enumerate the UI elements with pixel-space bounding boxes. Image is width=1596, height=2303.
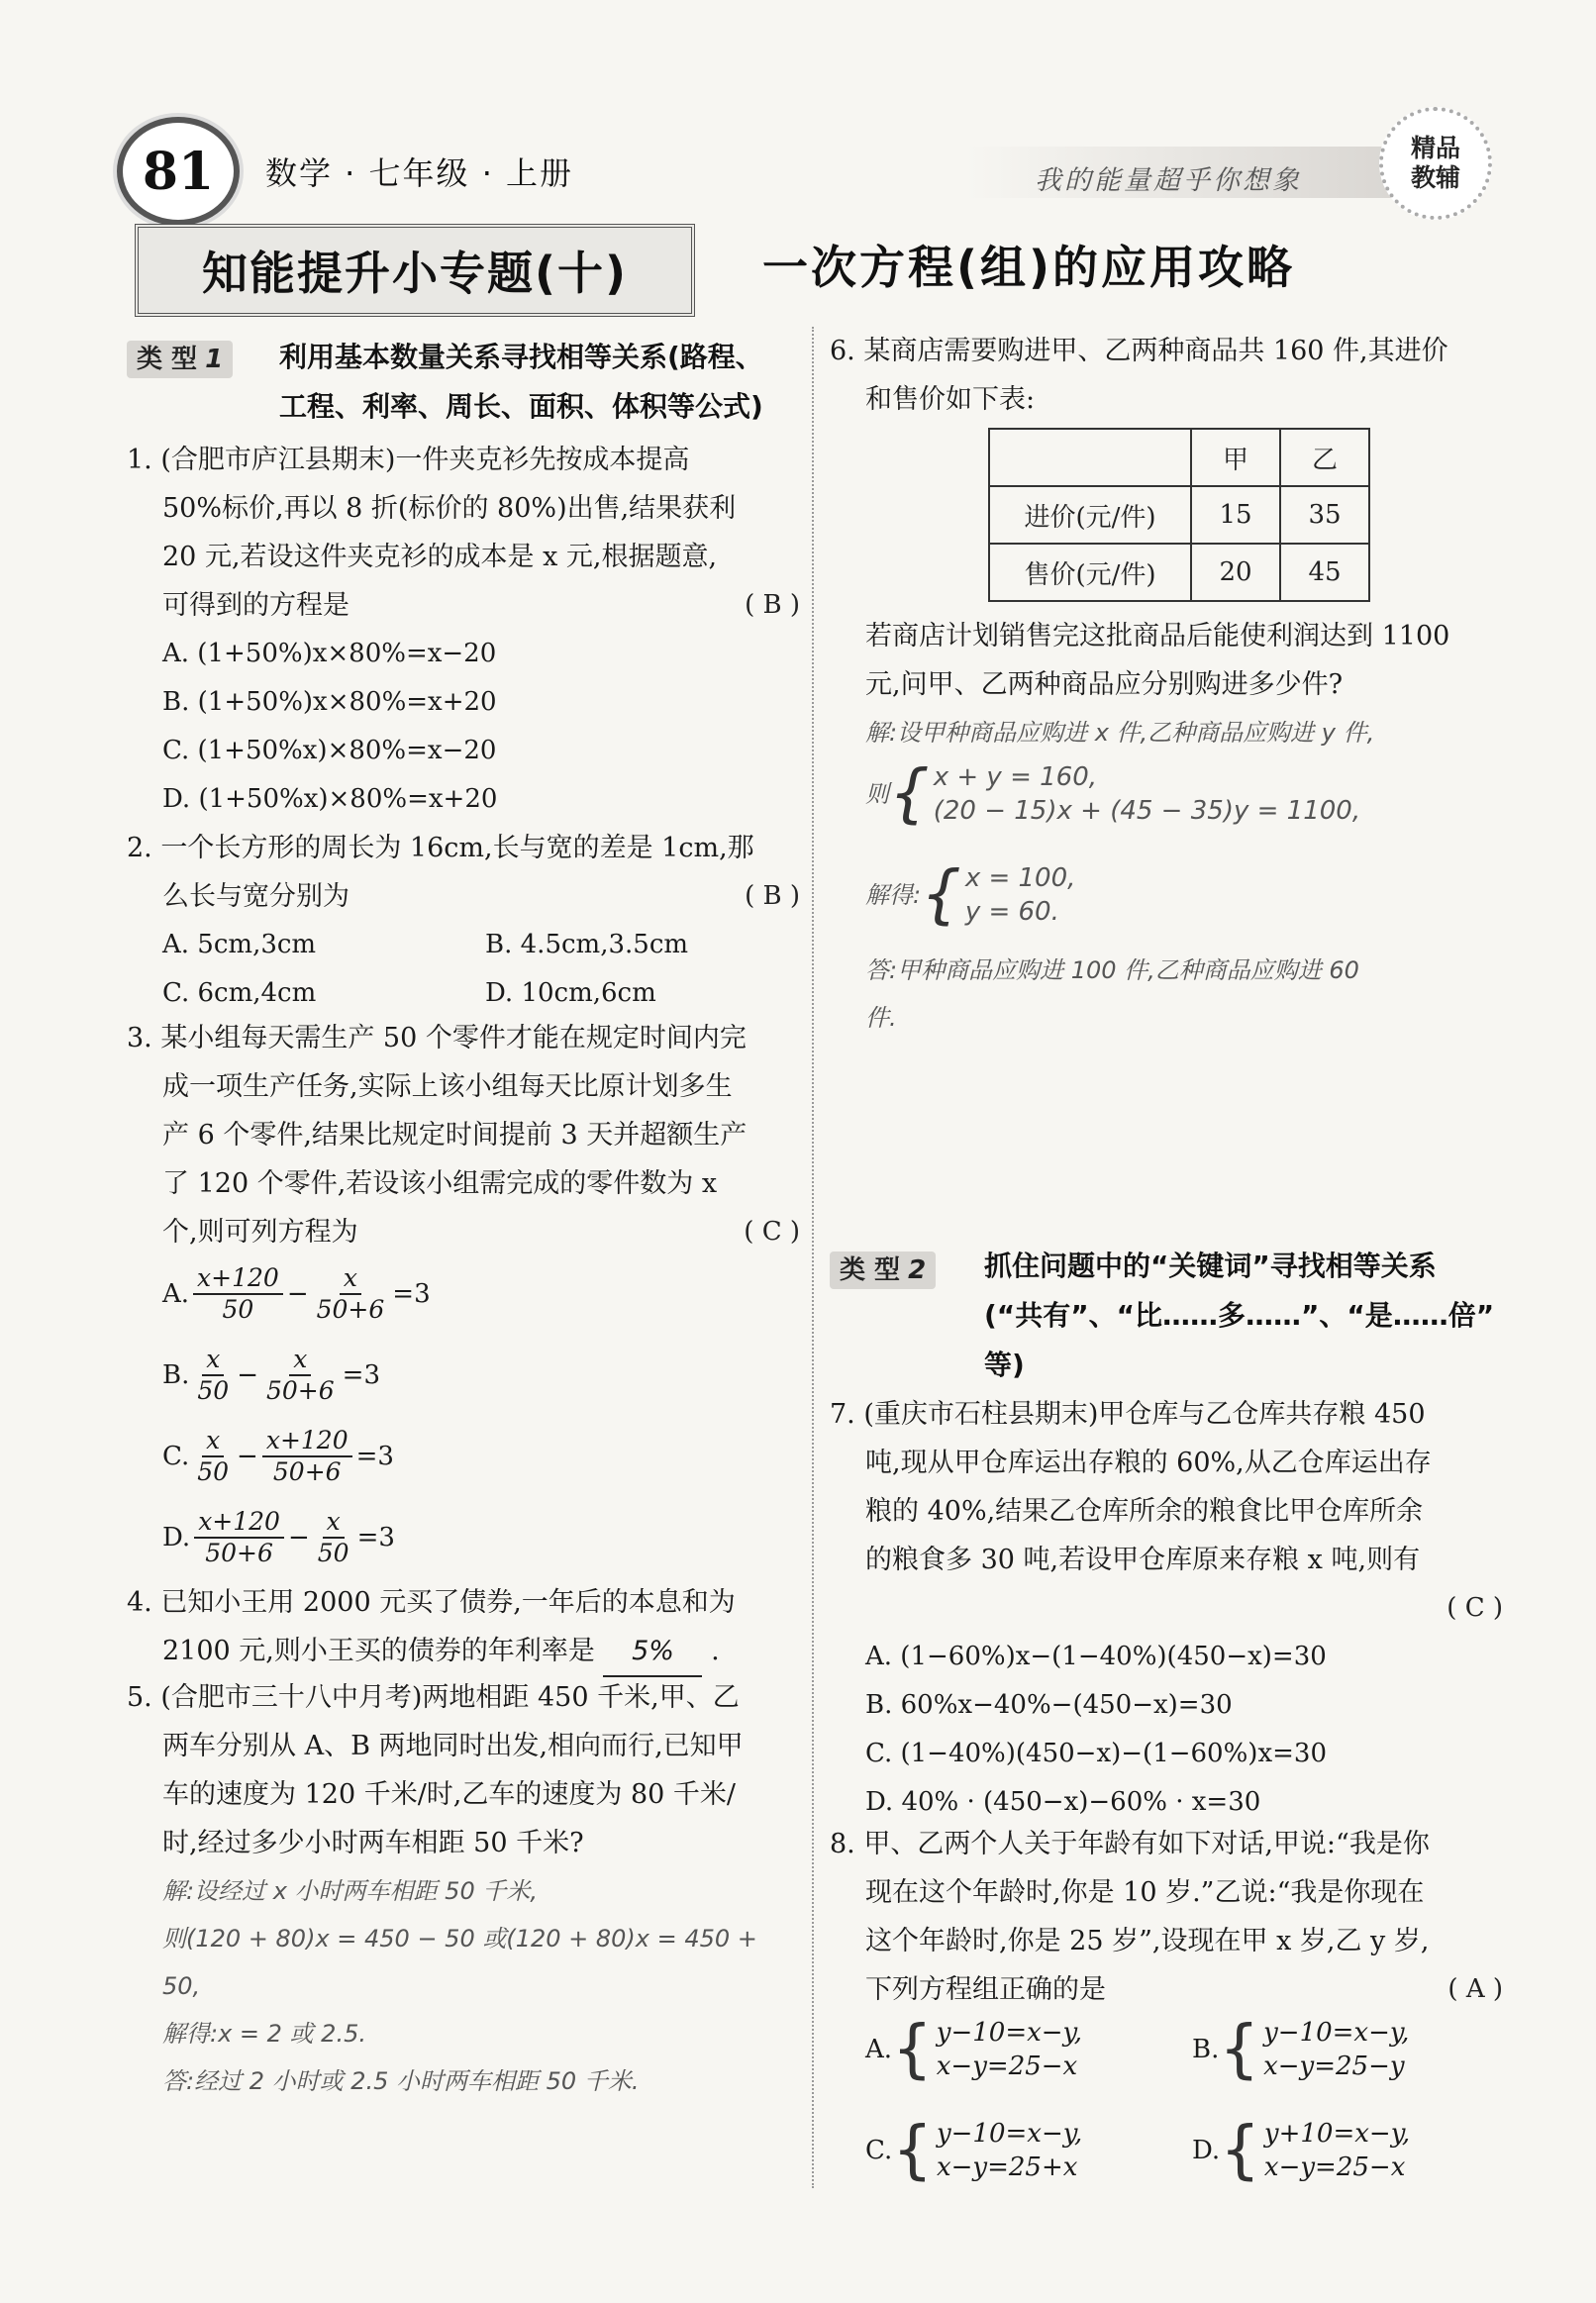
- section-title-box: 知能提升小专题(十): [135, 224, 695, 317]
- q1-answer: ( B ): [745, 590, 800, 620]
- q8-line3: 这个年龄时,你是 25 岁”,设现在甲 x 岁,乙 y 岁,: [865, 1926, 1430, 1956]
- q6-answer-block: [865, 947, 1509, 1042]
- q4-line1: 4. 已知小王用 2000 元买了债券,一年后的本息和为: [127, 1587, 736, 1618]
- q8-d-label: D.: [1192, 2136, 1221, 2165]
- q8-answer: ( A ): [1447, 1974, 1503, 2004]
- q1-line3: 20 元,若设这件夹克衫的成本是 x 元,根据题意,: [162, 542, 718, 572]
- q3-a-num2: x: [340, 1263, 361, 1295]
- q3-a-den2: 50+6: [316, 1295, 385, 1324]
- q2-option-d: D. 10cm,6cm: [485, 978, 656, 1008]
- q3-d-rhs: =3: [356, 1523, 395, 1552]
- q8-option-c: [865, 2114, 1083, 2187]
- table-header-cell: [989, 429, 1191, 486]
- q2-option-c: C. 6cm,4cm: [162, 978, 317, 1008]
- q1-line1: 1. (合肥市庐江县期末)一件夹克衫先按成本提高: [127, 445, 690, 475]
- brace-icon: {: [1219, 2013, 1260, 2086]
- q3-c-den1: 50: [197, 1457, 230, 1486]
- q3-line5: 个,则可列方程为: [162, 1217, 358, 1248]
- section-title: 一次方程(组)的应用攻略: [762, 241, 1296, 294]
- q8-c-label: C.: [865, 2136, 893, 2165]
- q8-c-eq2: x−y=25+x: [936, 2153, 1078, 2182]
- q5-line4: 时,经过多少小时两车相距 50 千米?: [162, 1828, 584, 1858]
- q3-a-op: −: [286, 1279, 309, 1309]
- question-5: [127, 1673, 800, 2105]
- type2-num: 2: [908, 1255, 927, 1285]
- q6-line2: 和售价如下表:: [865, 384, 1036, 415]
- q3-c-label: C.: [162, 1442, 190, 1471]
- question-3: [127, 1014, 800, 1256]
- q3-option-a: [162, 1259, 431, 1329]
- question-1: [127, 436, 800, 824]
- q3-line4: 了 120 个零件,若设该小组需完成的零件数为 x: [162, 1168, 718, 1199]
- type2-title-line2: (“共有”、“比……多……”、“是……倍”: [984, 1299, 1495, 1332]
- q3-d-op: −: [287, 1523, 310, 1552]
- q3-d-label: D.: [162, 1523, 191, 1552]
- q3-a-den1: 50: [222, 1295, 254, 1324]
- q8-line1: 8. 甲、乙两个人关于年龄有如下对话,甲说:“我是你: [830, 1829, 1430, 1859]
- q1-option-b: B. (1+50%)x×80%=x+20: [162, 687, 497, 717]
- q6-sys2-line2: y = 60.: [964, 897, 1059, 927]
- brand-line2: 教辅: [1410, 163, 1460, 192]
- q3-a-label: A.: [162, 1279, 190, 1309]
- q3-c-den2: 50+6: [272, 1457, 342, 1486]
- question-6-cont: [830, 612, 1513, 756]
- q3-b-num1: x: [202, 1345, 224, 1376]
- q5-line3: 车的速度为 120 千米/时,乙车的速度为 80 千米/: [162, 1779, 736, 1810]
- q1-option-a: A. (1+50%)x×80%=x−20: [162, 639, 497, 668]
- price-table: [988, 428, 1370, 602]
- q3-c-num1: x: [202, 1426, 224, 1457]
- q3-c-num2: x+120: [262, 1426, 352, 1457]
- q6-then: 则: [865, 780, 889, 808]
- q6-system-1: [865, 757, 1361, 831]
- q4-answer: 5%: [603, 1627, 702, 1677]
- q3-d-num2: x: [323, 1507, 345, 1539]
- q3-b-den1: 50: [197, 1376, 230, 1405]
- table-header-cell: 乙: [1280, 429, 1369, 486]
- q8-b-label: B.: [1192, 2035, 1220, 2064]
- type1-label: [127, 339, 233, 375]
- table-cell: 进价(元/件): [989, 486, 1191, 544]
- q3-b-num2: x: [289, 1345, 311, 1376]
- q3-a-num1: x+120: [193, 1263, 283, 1295]
- q8-d-eq1: y+10=x−y,: [1263, 2119, 1411, 2149]
- q5-line1: 5. (合肥市三十八中月考)两地相距 450 千米,甲、乙: [127, 1682, 740, 1713]
- q8-option-a: [865, 2013, 1083, 2086]
- q8-a-eq1: y−10=x−y,: [936, 2018, 1083, 2048]
- brace-icon: {: [1220, 2114, 1260, 2187]
- q6-sys2-line1: x = 100,: [964, 863, 1076, 893]
- q3-line3: 产 6 个零件,结果比规定时间提前 3 天并超额生产: [162, 1120, 748, 1151]
- q3-option-c: [162, 1422, 394, 1491]
- type1-num: 1: [205, 345, 224, 374]
- question-2: [127, 824, 800, 1018]
- q7-option-d: D. 40% · (450−x)−60% · x=30: [865, 1787, 1261, 1817]
- table-header-cell: 甲: [1191, 429, 1280, 486]
- q8-a-eq2: x−y=25−x: [936, 2052, 1078, 2081]
- table-header-row: [989, 429, 1369, 486]
- q3-answer: ( C ): [744, 1217, 800, 1247]
- q2-option-a: A. 5cm,3cm: [162, 930, 317, 959]
- q4-line2: 2100 元,则小王买的债券的年利率是: [162, 1636, 595, 1666]
- book-title: 数学 · 七年级 · 上册: [265, 154, 574, 192]
- brand-badge: [1379, 107, 1492, 220]
- q1-line2: 50%标价,再以 8 折(标价的 80%)出售,结果获利: [162, 493, 737, 524]
- q7-line2: 吨,现从甲仓库运出存粮的 60%,从乙仓库运出存: [865, 1448, 1432, 1478]
- question-6: [830, 327, 1513, 424]
- table-row: [989, 544, 1369, 601]
- table-cell: 15: [1191, 486, 1280, 544]
- q6-solution-1: 解:设甲种商品应购进 x 件,乙种商品应购进 y 件,: [865, 719, 1375, 747]
- question-8: [830, 1820, 1503, 2014]
- q6-get: 解得:: [865, 881, 922, 909]
- q3-b-op: −: [237, 1360, 258, 1390]
- q5-solution-3: 50,: [162, 1972, 201, 2000]
- q3-d-den1: 50+6: [205, 1539, 273, 1567]
- q8-c-eq1: y−10=x−y,: [936, 2119, 1083, 2149]
- q2-line1: 2. 一个长方形的周长为 16cm,长与宽的差是 1cm,那: [127, 833, 754, 863]
- q3-d-num1: x+120: [194, 1507, 284, 1539]
- q3-a-rhs: =3: [392, 1279, 431, 1309]
- type2-title-line3: 等): [984, 1349, 1025, 1381]
- q8-b-eq2: x−y=25−y: [1263, 2052, 1405, 2081]
- type1-title-line1: 利用基本数量关系寻找相等关系(路程、: [279, 341, 763, 373]
- q6-solution-3: 答:甲种商品应购进 100 件,乙种商品应购进 60: [865, 956, 1359, 984]
- table-cell: 20: [1191, 544, 1280, 601]
- q3-c-rhs: =3: [355, 1442, 394, 1471]
- type2-tag: 类 型: [840, 1255, 901, 1285]
- type2-title-line1: 抓住问题中的“关键词”寻找相等关系: [984, 1250, 1437, 1282]
- column-divider: [812, 327, 814, 2188]
- q7-option-b: B. 60%x−40%−(450−x)=30: [865, 1690, 1233, 1720]
- question-4: [127, 1578, 800, 1677]
- table-cell: 35: [1280, 486, 1369, 544]
- q8-b-eq1: y−10=x−y,: [1263, 2018, 1410, 2048]
- q2-option-b: B. 4.5cm,3.5cm: [485, 930, 689, 959]
- q8-line4: 下列方程组正确的是: [865, 1974, 1106, 2005]
- q3-option-d: [162, 1503, 395, 1572]
- q1-line4: 可得到的方程是: [162, 590, 349, 621]
- page-number: 81: [117, 117, 240, 226]
- q7-option-c: C. (1−40%)(450−x)−(1−60%)x=30: [865, 1739, 1327, 1768]
- type2-label: [830, 1250, 936, 1286]
- q3-line1: 3. 某小组每天需生产 50 个零件才能在规定时间内完: [127, 1023, 747, 1053]
- q3-b-label: B.: [162, 1360, 190, 1390]
- table-cell: 售价(元/件): [989, 544, 1191, 601]
- q3-c-op: −: [237, 1442, 258, 1471]
- q8-line2: 现在这个年龄时,你是 10 岁.”乙说:“我是你现在: [865, 1877, 1425, 1908]
- brace-icon: {: [892, 2114, 933, 2187]
- q6-line3: 若商店计划销售完这批商品后能使利润达到 1100: [865, 621, 1450, 651]
- q5-solution-5: 答:经过 2 小时或 2.5 小时两车相距 50 千米.: [162, 2067, 640, 2095]
- table-cell: 45: [1280, 544, 1369, 601]
- q8-option-b: [1192, 2013, 1410, 2086]
- q6-solution-4: 件.: [865, 1004, 897, 1032]
- q7-option-a: A. (1−60%)x−(1−40%)(450−x)=30: [865, 1642, 1327, 1671]
- q4-line2-end: .: [711, 1636, 720, 1666]
- brace-icon: {: [889, 757, 930, 831]
- q5-line2: 两车分别从 A、B 两地同时出发,相向而行,已知甲: [162, 1731, 744, 1761]
- q3-d-den2: 50: [317, 1539, 349, 1567]
- question-7: [830, 1390, 1503, 1827]
- q7-line4: 的粮食多 30 吨,若设甲仓库原来存粮 x 吨,则有: [865, 1545, 1421, 1575]
- q6-line4: 元,问甲、乙两种商品应分别购进多少件?: [865, 669, 1344, 700]
- q6-sys1-line2: (20 − 15)x + (45 − 35)y = 1100,: [933, 796, 1361, 826]
- q3-b-rhs: =3: [342, 1360, 380, 1390]
- q5-solution-2: 则(120 + 80)x = 450 − 50 或(120 + 80)x = 450 +: [162, 1925, 757, 1953]
- q8-option-d: [1192, 2114, 1411, 2187]
- brace-icon: {: [892, 2013, 933, 2086]
- slogan: 我的能量超乎你想象: [1035, 165, 1302, 196]
- q1-option-d: D. (1+50%x)×80%=x+20: [162, 784, 498, 814]
- q6-system-2: [865, 858, 1076, 932]
- brace-icon: {: [921, 858, 961, 932]
- type1-title-line2: 工程、利率、周长、面积、体积等公式): [279, 390, 763, 423]
- q2-answer: ( B ): [745, 881, 800, 911]
- q2-line2: 么长与宽分别为: [162, 881, 349, 912]
- q8-a-label: A.: [865, 2035, 893, 2064]
- q6-sys1-line1: x + y = 160,: [933, 762, 1098, 792]
- q3-option-b: [162, 1341, 380, 1410]
- q5-solution-1: 解:设经过 x 小时两车相距 50 千米,: [162, 1877, 538, 1905]
- q5-solution-4: 解得:x = 2 或 2.5.: [162, 2020, 366, 2048]
- q6-line1: 6. 某商店需要购进甲、乙两种商品共 160 件,其进价: [830, 336, 1448, 366]
- q1-option-c: C. (1+50%x)×80%=x−20: [162, 736, 497, 765]
- q7-line1: 7. (重庆市石柱县期末)甲仓库与乙仓库共存粮 450: [830, 1399, 1426, 1430]
- q8-d-eq2: x−y=25−x: [1263, 2153, 1406, 2182]
- q3-line2: 成一项生产任务,实际上该小组每天比原计划多生: [162, 1071, 733, 1102]
- brand-line1: 精品: [1410, 134, 1460, 162]
- table-row: [989, 486, 1369, 544]
- q3-b-den2: 50+6: [265, 1376, 335, 1405]
- q7-line3: 粮的 40%,结果乙仓库所余的粮食比甲仓库所余: [865, 1496, 1424, 1527]
- type1-tag: 类 型: [137, 345, 198, 374]
- q7-answer: ( C ): [1446, 1593, 1503, 1623]
